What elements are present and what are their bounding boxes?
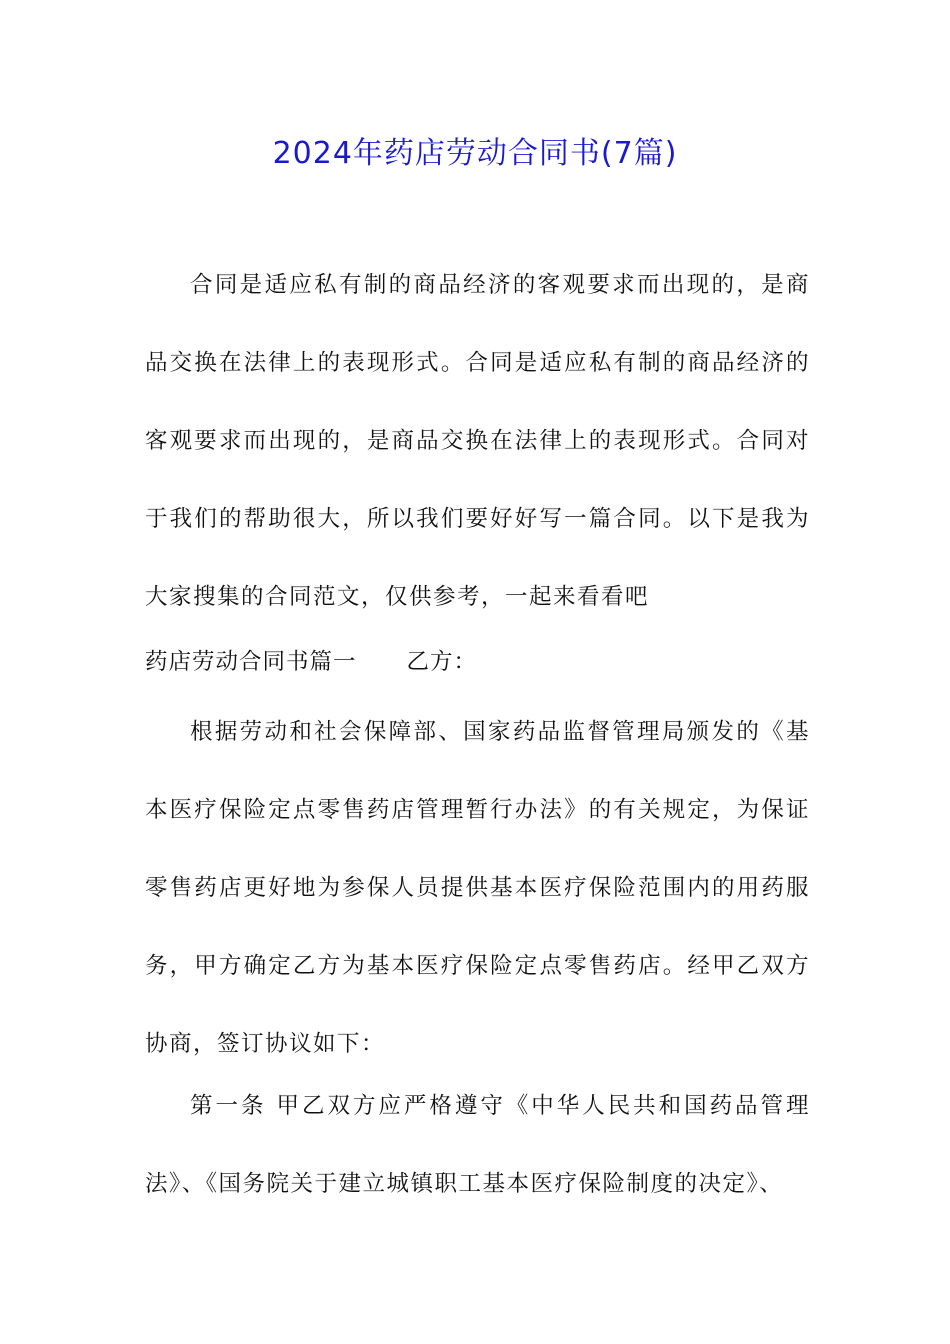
section-heading: 药店劳动合同书篇一	[145, 649, 357, 675]
party-label: 乙方：	[406, 649, 478, 675]
section-heading-line	[145, 642, 810, 682]
intro-paragraph: 合同是适应私有制的商品经济的客观要求而出现的，是商品交换在法律上的表现形式。合同是适应私有制的商品经济的客观要求而出现的，是商品交换在法律上的表现形式。合同对于我们的帮助很大，所以我们要好好写一篇合同。以下是我为大家搜集的合同范文，仅供参考，一起来看看吧	[145, 272, 810, 610]
paragraph-basis: 根据劳动和社会保障部、国家药品监督管理局颁发的《基本医疗保险定点零售药店管理暂行办法》的有关规定，为保证零售药店更好地为参保人员提供基本医疗保险范围内的用药服务，甲方确定乙方为基本医疗保险定点零售药店。经甲乙双方协商，签订协议如下：	[145, 719, 810, 1057]
paragraph-article-one: 第一条 甲乙双方应严格遵守《中华人民共和国药品管理法》、《国务院关于建立城镇职工基本医疗保险制度的决定》、	[145, 1093, 810, 1197]
document-title: 2024年药店劳动合同书(7篇)	[272, 136, 678, 171]
